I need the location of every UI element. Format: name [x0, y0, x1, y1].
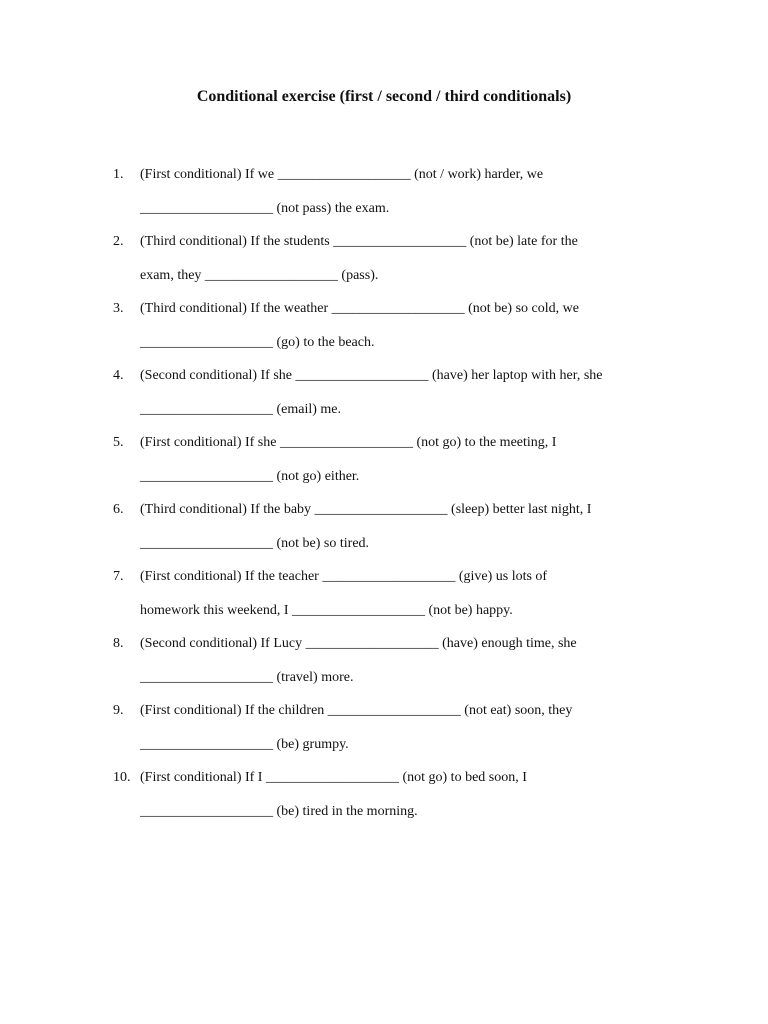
item-number: 2. [113, 234, 124, 249]
exercise-item-3 [113, 298, 673, 365]
item-line-1: (Third conditional) If the baby ___________________ (sleep) better last night, I [140, 502, 592, 517]
exercise-item-4 [113, 365, 673, 432]
item-line-1: (Second conditional) If Lucy ___________________ (have) enough time, she [140, 636, 577, 651]
exercise-item-5 [113, 432, 673, 499]
item-line-2: ___________________ (be) tired in the morning. [140, 804, 418, 819]
item-line-2: ___________________ (travel) more. [140, 670, 354, 685]
exercise-list [113, 164, 673, 834]
item-line-2: ___________________ (be) grumpy. [140, 737, 349, 752]
item-line-1: (First conditional) If I ___________________ (not go) to bed soon, I [140, 770, 527, 785]
item-line-2: ___________________ (not be) so tired. [140, 536, 370, 551]
item-line-1: (First conditional) If we ___________________ (not / work) harder, we [140, 167, 544, 182]
item-number: 7. [113, 569, 124, 584]
item-line-1: (Second conditional) If she ___________________ (have) her laptop with her, she [140, 368, 603, 383]
exercise-item-8 [113, 633, 673, 700]
exercise-item-6 [113, 499, 673, 566]
exercise-item-1 [113, 164, 673, 231]
item-line-1: (Third conditional) If the weather ___________________ (not be) so cold, we [140, 301, 579, 316]
item-line-1: (First conditional) If the children ___________________ (not eat) soon, they [140, 703, 573, 718]
item-number: 9. [113, 703, 124, 718]
item-number: 4. [113, 368, 124, 383]
item-number: 1. [113, 167, 124, 182]
item-number: 6. [113, 502, 124, 517]
item-line-2: ___________________ (go) to the beach. [140, 335, 375, 350]
item-line-2: exam, they ___________________ (pass). [140, 268, 379, 283]
item-number: 10. [113, 770, 131, 785]
item-line-2: ___________________ (email) me. [140, 402, 342, 417]
item-line-1: (First conditional) If the teacher ___________________ (give) us lots of [140, 569, 548, 584]
item-line-2: ___________________ (not go) either. [140, 469, 360, 484]
item-line-1: (Third conditional) If the students ___________________ (not be) late for the [140, 234, 578, 249]
item-line-1: (First conditional) If she ___________________ (not go) to the meeting, I [140, 435, 557, 450]
item-line-2: ___________________ (not pass) the exam. [140, 201, 390, 216]
item-number: 8. [113, 636, 124, 651]
exercise-item-2 [113, 231, 673, 298]
item-number: 3. [113, 301, 124, 316]
exercise-item-9 [113, 700, 673, 767]
item-number: 5. [113, 435, 124, 450]
item-line-2: homework this weekend, I ___________________ (not be) happy. [140, 603, 513, 618]
exercise-item-10 [113, 767, 673, 834]
page-title: Conditional exercise (first / second / third conditionals) [196, 88, 572, 105]
exercise-item-7 [113, 566, 673, 633]
